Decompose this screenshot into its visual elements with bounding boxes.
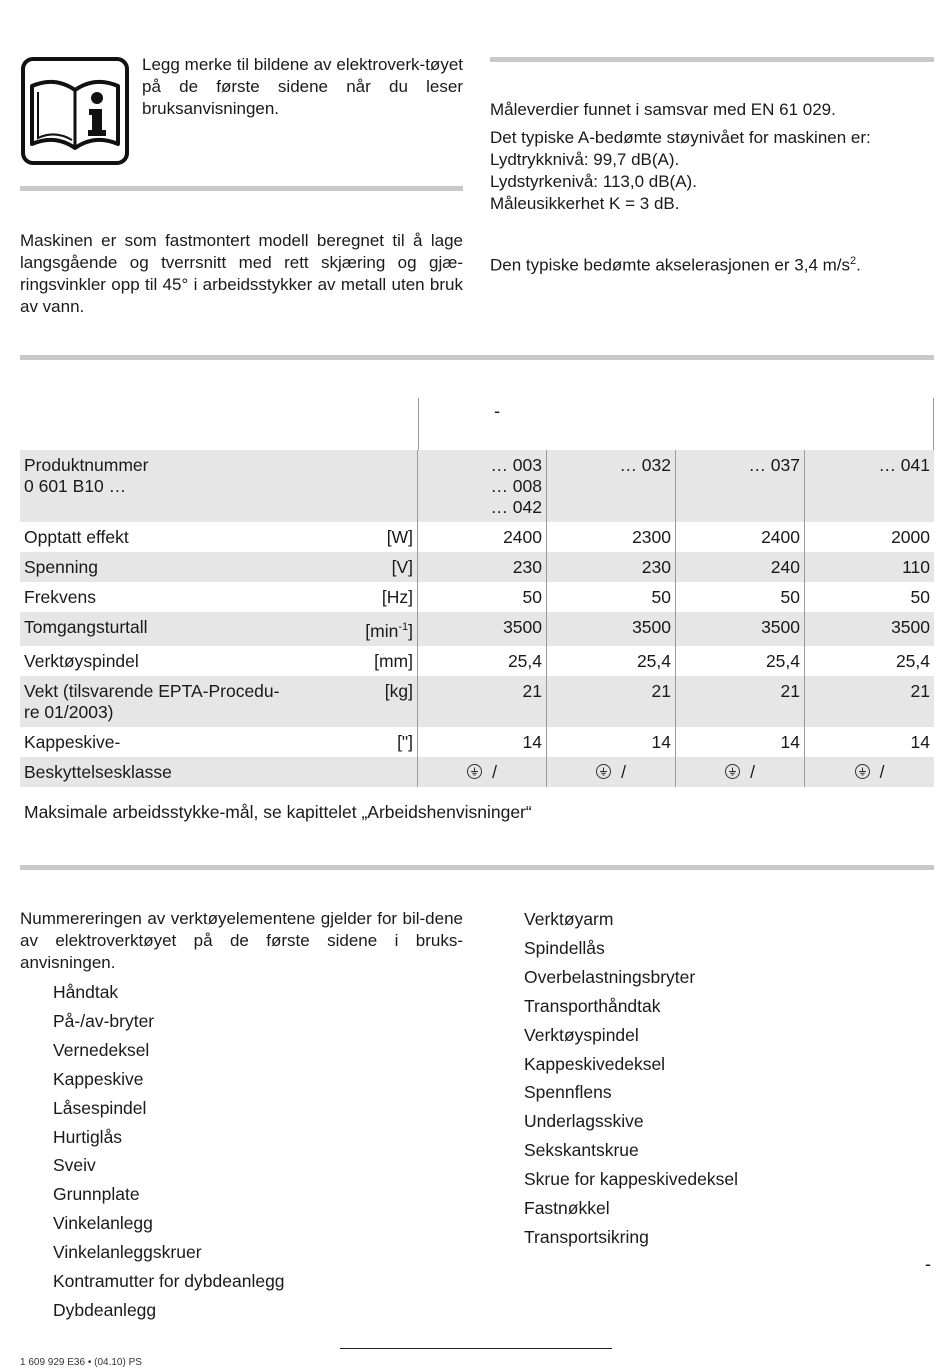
table-value-cell: [805, 450, 934, 522]
read-manual-icon: [20, 56, 130, 166]
row-label: Produktnummer 0 601 B10 …: [24, 455, 149, 496]
table-value-cell: [676, 552, 805, 582]
table-label-cell: [20, 522, 418, 552]
table-value-cell: [547, 676, 676, 727]
row-label: Opptatt effekt: [24, 527, 129, 547]
table-value-cell: [805, 676, 934, 727]
table-value-cell: [805, 612, 934, 646]
row-label: Spenning: [24, 557, 98, 577]
row-unit: [mm]: [374, 650, 413, 671]
cell-value: 3500: [503, 617, 542, 637]
cell-value: 3500: [761, 617, 800, 637]
vibration-end: .: [856, 255, 861, 275]
list-item: Låsespindel: [53, 1097, 147, 1118]
cell-value: … 037: [748, 455, 800, 475]
table-value-cell: [676, 676, 805, 727]
cell-value: 3500: [632, 617, 671, 637]
table-row: [20, 522, 934, 552]
list-item: På-/av-bryter: [53, 1010, 155, 1031]
table-value-cell: [805, 757, 934, 787]
cell-value: 240: [770, 557, 800, 577]
noise-line: Måleusikkerhet K = 3 dB.: [490, 194, 680, 213]
table-value-cell: [805, 522, 934, 552]
table-label-cell: [20, 727, 418, 757]
cell-value: 21: [910, 680, 930, 701]
cell-value: 2400: [761, 527, 800, 547]
table-value-cell: [805, 727, 934, 757]
protective-earth-icon: [467, 764, 482, 779]
cell-value: 21: [780, 680, 800, 701]
table-value-cell: [676, 727, 805, 757]
cell-value: 50: [522, 587, 542, 607]
table-value-cell: [547, 612, 676, 646]
footer-code: 1 609 929 E36 • (04.10) PS: [20, 1357, 142, 1368]
cell-value: … 032: [619, 455, 671, 475]
table-label-cell: [20, 646, 418, 676]
table-value-cell: [418, 646, 547, 676]
row-label: Tomgangsturtall: [24, 617, 148, 637]
table-value-cell: [676, 646, 805, 676]
table-label-cell: [20, 552, 418, 582]
table-value-cell: [547, 727, 676, 757]
noise-line: Det typiske A-bedømte støynivået for maskinen er:: [490, 128, 871, 147]
list-item: Hurtiglås: [53, 1126, 123, 1147]
table-value-cell: [547, 552, 676, 582]
intro-note: Legg merke til bildene av elektroverk-tøyet på de første sidene når du leser bruksanvisningen.: [142, 55, 463, 118]
table-value-cell: [547, 757, 676, 787]
list-item: Kappeskive: [53, 1068, 144, 1089]
row-unit: [W]: [386, 527, 413, 547]
list-item: Sveiv: [53, 1155, 96, 1176]
table-row: [20, 727, 934, 757]
cell-value: … 041: [878, 455, 930, 475]
table-row: [20, 552, 934, 582]
table-value-cell: [418, 552, 547, 582]
list-item: Overbelastningsbryter: [524, 966, 696, 987]
table-row: [20, 582, 934, 612]
section-divider: [20, 186, 463, 191]
vibration-text: Den typiske bedømte akselerasjonen er 3,4 m/s: [490, 255, 851, 275]
row-label: Kappeskive-: [24, 731, 121, 752]
table-value-cell: [676, 757, 805, 787]
list-item: Vinkelanlegg: [53, 1213, 153, 1234]
table-label-cell: [20, 757, 418, 787]
list-item: Kontramutter for dybdeanlegg: [53, 1271, 285, 1291]
cell-value: 2000: [891, 527, 930, 547]
table-value-cell: [418, 676, 547, 727]
protective-earth-icon: [725, 764, 740, 779]
row-label: Vekt (tilsvarende EPTA-Procedu- re 01/2003): [24, 680, 280, 722]
table-value-cell: [418, 612, 547, 646]
list-item: Dybdeanlegg: [53, 1299, 157, 1320]
row-label: Beskyttelsesklasse: [24, 761, 172, 782]
footer-line: [340, 1348, 612, 1349]
list-item: Transporthåndtak: [524, 995, 661, 1016]
cell-value: 230: [512, 557, 542, 577]
row-label: Frekvens: [24, 587, 96, 607]
table-header-line: [418, 398, 419, 450]
table-label-cell: [20, 450, 418, 522]
table-value-cell: [418, 727, 547, 757]
table-header-dash: -: [494, 401, 500, 421]
table-value-cell: [547, 450, 676, 522]
tech-data-table: [20, 450, 934, 787]
table-value-cell: [418, 450, 547, 522]
table-value-cell: [676, 450, 805, 522]
cell-value: 25,4: [895, 650, 930, 671]
row-unit: $[\min^{-1}]$: [365, 620, 413, 641]
vibration-sup: 2: [850, 255, 857, 267]
list-item: Transportsikring: [524, 1226, 649, 1247]
right-dash: -: [925, 1254, 931, 1274]
cell-value: 14: [780, 731, 800, 752]
table-value-cell: [676, 522, 805, 552]
list-item: Underlagsskive: [524, 1111, 644, 1132]
list-item: Spindellås: [524, 937, 605, 958]
table-row: [20, 612, 934, 646]
table-value-cell: [676, 582, 805, 612]
cell-value: 2400: [503, 527, 542, 547]
list-item: Sekskantskrue: [524, 1140, 639, 1161]
table-value-cell: [418, 582, 547, 612]
components-intro: Nummereringen av verktøyelementene gjelder for bil-dene av elektroverktøyet på de første sidene i bruks-anvisningen.: [20, 909, 463, 972]
row-unit: ["]: [397, 731, 413, 752]
table-value-cell: [805, 646, 934, 676]
cell-value: 25,4: [507, 650, 542, 671]
row-unit: [Hz]: [381, 587, 413, 607]
row-unit: [kg]: [384, 680, 413, 701]
cell-value: 2300: [632, 527, 671, 547]
noise-line: Lydstyrkenivå: 113,0 dB(A).: [490, 172, 697, 191]
cell-value: 25,4: [765, 650, 800, 671]
table-row: [20, 450, 934, 522]
list-item: Grunnplate: [53, 1184, 140, 1205]
row-unit: [V]: [391, 557, 413, 577]
table-value-cell: [418, 757, 547, 787]
table-value-cell: [805, 582, 934, 612]
cell-value: /: [750, 761, 755, 782]
cell-value: 21: [522, 680, 542, 701]
table-value-cell: [547, 522, 676, 552]
table-label-cell: [20, 582, 418, 612]
cell-value: 50: [910, 587, 930, 607]
cell-value: … 003 … 008 … 042: [490, 455, 542, 517]
section-divider: [20, 355, 934, 360]
cell-value: 50: [780, 587, 800, 607]
section-divider: [490, 57, 934, 62]
row-label: Verktøyspindel: [24, 650, 139, 671]
list-item: Vernedeksel: [53, 1039, 150, 1060]
cell-value: 14: [522, 731, 542, 752]
list-item: Håndtak: [53, 982, 119, 1002]
vibration-info: [490, 250, 934, 277]
table-footnote: Maksimale arbeidsstykke-mål, se kapittelet „Arbeidshenvisninger“: [24, 802, 532, 822]
table-value-cell: [547, 582, 676, 612]
cell-value: /: [621, 761, 626, 782]
table-value-cell: [805, 552, 934, 582]
table-value-cell: [547, 646, 676, 676]
section-divider: [20, 865, 934, 870]
noise-line: Lydtrykknivå: 99,7 dB(A).: [490, 150, 680, 169]
list-item: Verktøyspindel: [524, 1024, 639, 1045]
table-row: [20, 676, 934, 727]
table-label-cell: [20, 612, 418, 646]
cell-value: 14: [651, 731, 671, 752]
table-header-line: [933, 398, 934, 450]
protective-earth-icon: [855, 764, 870, 779]
cell-value: 25,4: [636, 650, 671, 671]
list-item: Spennflens: [524, 1082, 612, 1103]
noise-line: Måleverdier funnet i samsvar med EN 61 029.: [490, 100, 836, 119]
cell-value: 230: [641, 557, 671, 577]
cell-value: 14: [910, 731, 930, 752]
protective-earth-icon: [596, 764, 611, 779]
list-item: Skrue for kappeskivedeksel: [524, 1169, 738, 1190]
table-label-cell: [20, 676, 418, 727]
cell-value: 110: [902, 557, 930, 577]
table-row: [20, 757, 934, 787]
table-value-cell: [418, 522, 547, 552]
list-item: Fastnøkkel: [524, 1198, 610, 1218]
list-item: Verktøyarm: [524, 909, 614, 929]
list-item: Vinkelanleggskruer: [53, 1242, 202, 1263]
table-row: [20, 646, 934, 676]
cell-value: /: [879, 761, 885, 782]
list-item: Kappeskivedeksel: [524, 1053, 666, 1074]
cell-value: 21: [651, 680, 671, 701]
noise-info: [490, 99, 934, 215]
cell-value: 3500: [891, 617, 930, 637]
cell-value: 50: [651, 587, 671, 607]
table-value-cell: [676, 612, 805, 646]
usage-text: Maskinen er som fastmontert modell beregnet til å lage langsgående og tverrsnitt med rett skjæring og gjæ-ringsvinkler opp til 45° i arbeidsstykker av metall uten bruk av vann.: [20, 231, 463, 316]
cell-value: /: [492, 761, 497, 782]
